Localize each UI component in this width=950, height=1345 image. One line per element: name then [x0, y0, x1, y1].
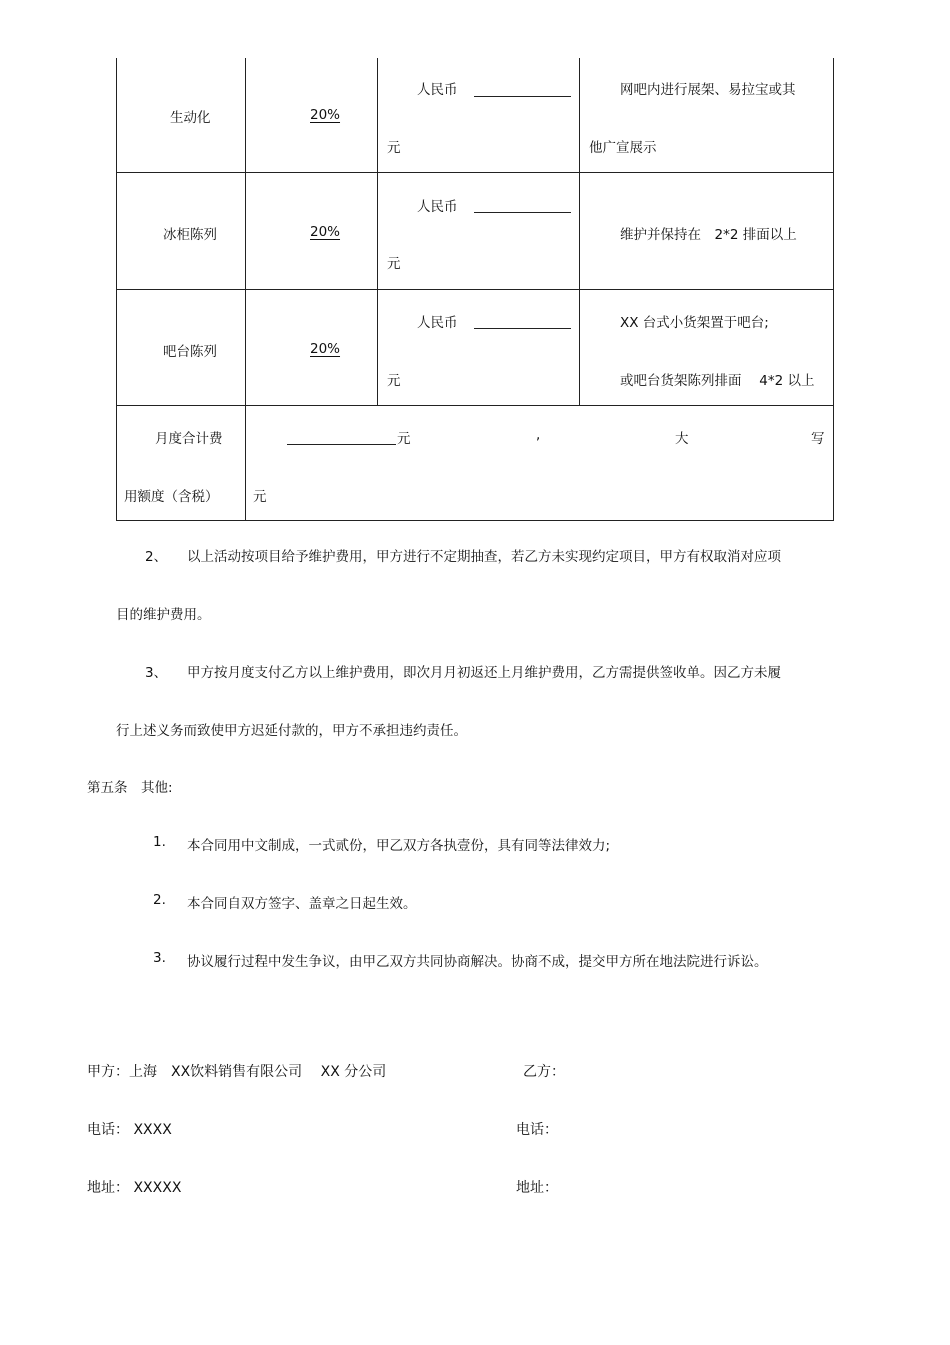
fee-blank-line — [474, 328, 571, 329]
clause-text-line2: 目的维护费用。 — [116, 607, 211, 623]
row-divider-2 — [116, 289, 834, 290]
party-b-name: 乙方： — [523, 1064, 565, 1080]
total-unit: 元 — [397, 431, 411, 447]
list-item-number: 1. — [153, 834, 166, 850]
list-item-text: 本合同用中文制成，一式贰份，甲乙双方各执壹份，具有同等法律效力; — [187, 838, 611, 854]
clause-text-line1: 甲方按月度支付乙方以上维护费用，即次月月初返还上月维护费用，乙方需提供签收单。因乙方未履 — [187, 665, 781, 681]
list-item-number: 3. — [153, 950, 166, 966]
party-b-address: 地址： — [516, 1180, 558, 1196]
row-item-label: 生动化 — [170, 110, 211, 126]
list-item-number: 2. — [153, 892, 166, 908]
party-a-phone: 电话： XXXX — [87, 1122, 172, 1138]
row-ratio: 20% — [310, 341, 341, 357]
total-capital-unit: 元 — [253, 489, 267, 505]
row-requirement-line1: XX 台式小货架置于吧台; — [620, 315, 769, 331]
row-requirement-line2: 或吧台货架陈列排面 4*2 以上 — [620, 373, 815, 389]
row-fee-prefix: 人民币 — [417, 199, 458, 215]
row-divider-1 — [116, 172, 834, 173]
clause-text-line1: 以上活动按项目给予维护费用，甲方进行不定期抽查，若乙方未实现约定项目，甲方有权取消对应项 — [187, 549, 781, 565]
total-label-line1: 月度合计费 — [155, 431, 223, 447]
row-divider-3 — [116, 405, 834, 406]
list-item-text: 本合同自双方签字、盖章之日起生效。 — [187, 896, 417, 912]
row-ratio: 20% — [310, 107, 341, 123]
row-fee-prefix: 人民币 — [417, 315, 458, 331]
row-fee-unit: 元 — [387, 140, 401, 156]
total-capital-char-2: 写 — [811, 431, 825, 447]
fee-blank-line — [474, 212, 571, 213]
row-requirement-line1: 维护并保持在 2*2 排面以上 — [620, 227, 797, 243]
fee-blank-line — [474, 96, 571, 97]
row-requirement-line2: 他广宣展示 — [589, 140, 657, 156]
row-fee-unit: 元 — [387, 373, 401, 389]
party-a-name: 甲方：上海 XX饮料销售有限公司 XX 分公司 — [87, 1064, 387, 1080]
table-divider-3 — [579, 58, 580, 405]
total-label-line2: 用额度（含税） — [124, 489, 219, 505]
row-fee-unit: 元 — [387, 256, 401, 272]
row-requirement-line1: 网吧内进行展架、易拉宝或其 — [620, 82, 796, 98]
total-capital-char-1: 大 — [675, 431, 689, 447]
article-5-title: 第五条 其他: — [87, 780, 173, 796]
party-b-phone: 电话： — [516, 1122, 558, 1138]
table-border-bottom — [116, 520, 834, 521]
clause-number: 3、 — [145, 665, 168, 681]
table-divider-2 — [377, 58, 378, 405]
party-a-address: 地址： XXXXX — [87, 1180, 182, 1196]
clause-text-line2: 行上述义务而致使甲方迟延付款的，甲方不承担违约责任。 — [116, 723, 467, 739]
row-ratio: 20% — [310, 224, 341, 240]
row-item-label: 吧台陈列 — [163, 344, 217, 360]
total-amount-blank — [287, 444, 396, 445]
row-fee-prefix: 人民币 — [417, 82, 458, 98]
clause-number: 2、 — [145, 549, 168, 565]
total-comma: , — [536, 427, 541, 443]
row-item-label: 冰柜陈列 — [163, 227, 217, 243]
list-item-text: 协议履行过程中发生争议，由甲乙双方共同协商解决。协商不成，提交甲方所在地法院进行诉讼。 — [187, 954, 768, 970]
